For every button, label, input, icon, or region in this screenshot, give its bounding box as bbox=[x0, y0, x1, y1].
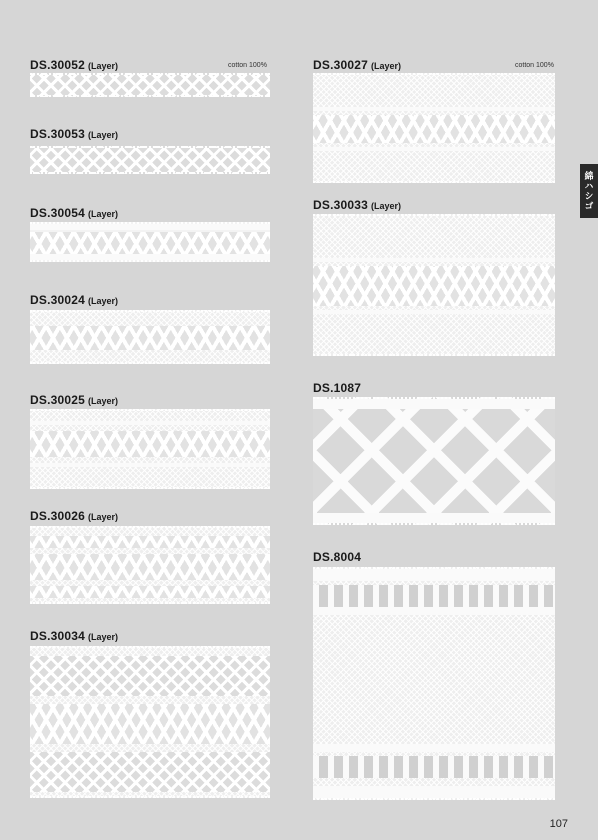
lace-pattern-band bbox=[30, 232, 270, 256]
material-note: cotton 100% bbox=[515, 62, 554, 69]
product-code: DS.30025 bbox=[30, 393, 85, 407]
lace-edge bbox=[313, 147, 555, 151]
lace-pattern-band bbox=[30, 326, 270, 350]
product-code: DS.30026 bbox=[30, 509, 85, 523]
lace-swatch-ds30034 bbox=[30, 646, 270, 798]
product-label-ds1087 bbox=[313, 381, 361, 395]
lace-pattern-band bbox=[30, 586, 270, 598]
lace-swatch-ds30054 bbox=[30, 222, 270, 262]
product-code: DS.30027 bbox=[313, 58, 368, 72]
lace-edge bbox=[313, 258, 555, 262]
lace-pattern-band bbox=[313, 115, 555, 143]
lace-pattern-band bbox=[30, 554, 270, 580]
lace-edge bbox=[30, 224, 270, 230]
product-variant: (Layer) bbox=[370, 201, 401, 211]
product-label-ds30054 bbox=[30, 206, 118, 221]
section-index-tab bbox=[580, 164, 598, 218]
lace-edge bbox=[30, 463, 270, 467]
product-label-ds30027 bbox=[313, 58, 401, 73]
product-code: DS.1087 bbox=[313, 381, 362, 395]
product-variant: (Layer) bbox=[87, 512, 118, 522]
lace-edge bbox=[313, 310, 555, 314]
lace-edge bbox=[313, 569, 555, 581]
product-label-ds30034 bbox=[30, 629, 118, 644]
product-code: DS.30034 bbox=[30, 629, 85, 643]
product-code: DS.8004 bbox=[313, 550, 362, 564]
product-code: DS.30052 bbox=[30, 58, 85, 72]
product-code: DS.30024 bbox=[30, 293, 85, 307]
product-code: DS.30053 bbox=[30, 127, 85, 141]
lace-pattern-band bbox=[30, 704, 270, 744]
lace-edge bbox=[313, 513, 555, 523]
product-label-ds30052 bbox=[30, 58, 118, 73]
lace-swatch-ds30053 bbox=[30, 146, 270, 174]
material-note: cotton 100% bbox=[228, 62, 267, 69]
lace-edge bbox=[313, 744, 555, 752]
lace-swatch-ds8004 bbox=[313, 567, 555, 800]
product-label-ds30033 bbox=[313, 198, 401, 213]
lace-pattern-band bbox=[30, 431, 270, 457]
product-variant: (Layer) bbox=[87, 130, 118, 140]
lace-edge bbox=[313, 607, 555, 615]
product-variant: (Layer) bbox=[370, 61, 401, 71]
lace-edge bbox=[30, 254, 270, 260]
product-label-ds30053 bbox=[30, 127, 118, 142]
product-code: DS.30033 bbox=[313, 198, 368, 212]
lace-pattern-band bbox=[30, 536, 270, 548]
product-variant: (Layer) bbox=[87, 209, 118, 219]
product-variant: (Layer) bbox=[87, 396, 118, 406]
product-code: DS.30054 bbox=[30, 206, 85, 220]
lace-swatch-ds30033 bbox=[313, 214, 555, 356]
lace-edge bbox=[313, 107, 555, 111]
lace-pattern-band bbox=[30, 752, 270, 792]
product-variant: (Layer) bbox=[87, 296, 118, 306]
lace-edge bbox=[313, 786, 555, 798]
lace-edge bbox=[30, 421, 270, 425]
lace-swatch-ds1087 bbox=[313, 397, 555, 525]
product-label-ds30025 bbox=[30, 393, 118, 408]
product-label-ds30026 bbox=[30, 509, 118, 524]
lace-swatch-ds30025 bbox=[30, 409, 270, 489]
lace-pattern-band bbox=[313, 266, 555, 306]
page-number: 107 bbox=[549, 818, 568, 830]
lace-swatch-ds30024 bbox=[30, 310, 270, 364]
lace-pattern-band bbox=[313, 756, 555, 778]
product-label-ds8004 bbox=[313, 550, 361, 564]
lace-swatch-ds30026 bbox=[30, 526, 270, 604]
product-variant: (Layer) bbox=[87, 61, 118, 71]
product-label-ds30024 bbox=[30, 293, 118, 308]
lace-swatch-ds30027 bbox=[313, 73, 555, 183]
product-variant: (Layer) bbox=[87, 632, 118, 642]
lace-pattern-band bbox=[313, 585, 555, 607]
lace-edge bbox=[313, 399, 555, 409]
lace-pattern-band bbox=[30, 656, 270, 696]
lace-swatch-ds30052 bbox=[30, 73, 270, 97]
section-index-label: 綿ハシゴ bbox=[583, 171, 594, 211]
